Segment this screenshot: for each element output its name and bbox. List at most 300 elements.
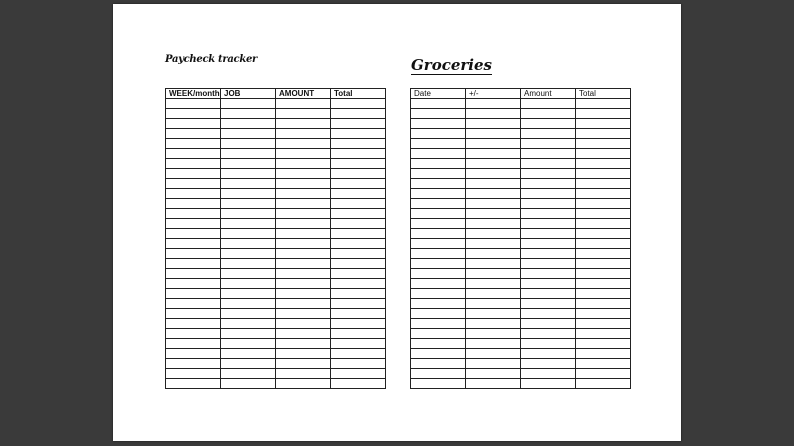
- table-cell: [166, 289, 221, 299]
- table-cell: [576, 349, 631, 359]
- table-cell: [466, 289, 521, 299]
- table-cell: [411, 349, 466, 359]
- table-cell: [576, 309, 631, 319]
- table-cell: [576, 319, 631, 329]
- table-cell: [521, 119, 576, 129]
- table-cell: [521, 139, 576, 149]
- table-cell: [576, 239, 631, 249]
- table-cell: [466, 299, 521, 309]
- table-cell: [276, 269, 331, 279]
- table-cell: [576, 109, 631, 119]
- table-cell: [331, 139, 386, 149]
- table-row: [166, 109, 386, 119]
- table-cell: [276, 339, 331, 349]
- table-row: [411, 199, 631, 209]
- table-row: [166, 339, 386, 349]
- table-row: [166, 369, 386, 379]
- table-cell: [331, 319, 386, 329]
- table-cell: [166, 309, 221, 319]
- table-cell: [221, 239, 276, 249]
- table-row: [166, 239, 386, 249]
- table-cell: [166, 179, 221, 189]
- table-cell: [166, 139, 221, 149]
- table-cell: [331, 149, 386, 159]
- table-cell: [331, 109, 386, 119]
- table-cell: [221, 379, 276, 389]
- table-cell: [331, 239, 386, 249]
- table-header-row: [411, 89, 631, 99]
- table-cell: [166, 169, 221, 179]
- table-row: [411, 219, 631, 229]
- table-row: [411, 239, 631, 249]
- table-cell: [576, 269, 631, 279]
- table-cell: [576, 329, 631, 339]
- table-row: [411, 309, 631, 319]
- table-cell: [331, 349, 386, 359]
- table-cell: [221, 289, 276, 299]
- table-cell: [276, 259, 331, 269]
- table-cell: [411, 129, 466, 139]
- table-cell: [411, 139, 466, 149]
- table-cell: [166, 219, 221, 229]
- table-cell: [521, 319, 576, 329]
- table-cell: [221, 259, 276, 269]
- table-cell: [221, 179, 276, 189]
- table-cell: [276, 169, 331, 179]
- table-cell: [576, 199, 631, 209]
- table-cell: [166, 339, 221, 349]
- column-header-date: Date: [411, 89, 466, 99]
- table-cell: [331, 179, 386, 189]
- table-row: [166, 219, 386, 229]
- table-row: [411, 279, 631, 289]
- table-cell: [221, 149, 276, 159]
- table-cell: [411, 319, 466, 329]
- table-cell: [331, 309, 386, 319]
- table-cell: [221, 109, 276, 119]
- table-cell: [576, 169, 631, 179]
- table-cell: [576, 149, 631, 159]
- table-cell: [466, 189, 521, 199]
- table-cell: [166, 239, 221, 249]
- table-cell: [466, 109, 521, 119]
- table-cell: [276, 319, 331, 329]
- table-cell: [521, 99, 576, 109]
- table-cell: [221, 329, 276, 339]
- table-row: [166, 159, 386, 169]
- table-cell: [466, 249, 521, 259]
- table-cell: [411, 229, 466, 239]
- table-cell: [576, 209, 631, 219]
- table-cell: [576, 99, 631, 109]
- table-cell: [221, 309, 276, 319]
- table-cell: [166, 199, 221, 209]
- table-cell: [221, 319, 276, 329]
- table-cell: [166, 99, 221, 109]
- table-cell: [331, 209, 386, 219]
- table-cell: [276, 359, 331, 369]
- table-cell: [166, 349, 221, 359]
- table-cell: [521, 149, 576, 159]
- table-cell: [166, 379, 221, 389]
- table-cell: [276, 299, 331, 309]
- table-cell: [576, 139, 631, 149]
- table-cell: [411, 209, 466, 219]
- table-cell: [466, 379, 521, 389]
- groceries-table: [410, 88, 631, 389]
- table-row: [411, 139, 631, 149]
- table-cell: [521, 349, 576, 359]
- table-cell: [576, 379, 631, 389]
- table-row: [411, 169, 631, 179]
- column-header-total: Total: [576, 89, 631, 99]
- table-cell: [276, 119, 331, 129]
- table-cell: [521, 329, 576, 339]
- column-header-job: JOB: [221, 89, 276, 99]
- table-cell: [411, 279, 466, 289]
- table-row: [411, 109, 631, 119]
- table-cell: [466, 99, 521, 109]
- table-cell: [221, 369, 276, 379]
- table-row: [411, 159, 631, 169]
- table-cell: [276, 139, 331, 149]
- table-cell: [521, 109, 576, 119]
- table-cell: [411, 249, 466, 259]
- table-cell: [221, 249, 276, 259]
- table-cell: [166, 359, 221, 369]
- column-header-amount: Amount: [521, 89, 576, 99]
- table-cell: [221, 359, 276, 369]
- table-cell: [411, 109, 466, 119]
- table-row: [166, 329, 386, 339]
- table-cell: [521, 279, 576, 289]
- table-cell: [221, 189, 276, 199]
- table-cell: [521, 259, 576, 269]
- table-cell: [411, 219, 466, 229]
- table-cell: [521, 239, 576, 249]
- table-cell: [576, 359, 631, 369]
- table-cell: [221, 199, 276, 209]
- table-cell: [521, 229, 576, 239]
- table-row: [411, 249, 631, 259]
- table-cell: [166, 209, 221, 219]
- table-cell: [276, 109, 331, 119]
- table-cell: [466, 369, 521, 379]
- table-cell: [331, 289, 386, 299]
- table-row: [411, 369, 631, 379]
- table-cell: [576, 189, 631, 199]
- table-cell: [276, 189, 331, 199]
- table-cell: [166, 319, 221, 329]
- table-cell: [521, 189, 576, 199]
- table-cell: [411, 329, 466, 339]
- table-row: [166, 99, 386, 109]
- table-header-row: [166, 89, 386, 99]
- table-cell: [276, 279, 331, 289]
- table-cell: [221, 169, 276, 179]
- table-cell: [521, 289, 576, 299]
- document-page: [113, 4, 681, 441]
- table-cell: [166, 259, 221, 269]
- table-cell: [221, 99, 276, 109]
- table-cell: [521, 309, 576, 319]
- table-cell: [411, 289, 466, 299]
- table-cell: [331, 299, 386, 309]
- table-cell: [331, 119, 386, 129]
- table-cell: [576, 159, 631, 169]
- table-cell: [276, 309, 331, 319]
- table-cell: [521, 209, 576, 219]
- table-row: [166, 279, 386, 289]
- table-cell: [331, 199, 386, 209]
- table-cell: [466, 139, 521, 149]
- table-cell: [466, 269, 521, 279]
- table-cell: [276, 229, 331, 239]
- table-cell: [276, 209, 331, 219]
- table-cell: [521, 269, 576, 279]
- table-cell: [466, 229, 521, 239]
- table-row: [166, 129, 386, 139]
- table-cell: [221, 229, 276, 239]
- table-cell: [521, 159, 576, 169]
- table-cell: [166, 279, 221, 289]
- table-cell: [276, 349, 331, 359]
- table-cell: [466, 279, 521, 289]
- column-header-week-month: WEEK/month: [166, 89, 221, 99]
- table-cell: [221, 349, 276, 359]
- table-cell: [221, 139, 276, 149]
- table-cell: [221, 219, 276, 229]
- table-row: [411, 189, 631, 199]
- table-cell: [466, 239, 521, 249]
- table-cell: [166, 249, 221, 259]
- table-cell: [331, 359, 386, 369]
- table-cell: [521, 299, 576, 309]
- table-cell: [331, 159, 386, 169]
- table-row: [411, 149, 631, 159]
- table-cell: [331, 99, 386, 109]
- paycheck-tracker-table: [165, 88, 386, 389]
- table-cell: [221, 209, 276, 219]
- table-row: [166, 319, 386, 329]
- table-cell: [221, 279, 276, 289]
- table-cell: [521, 359, 576, 369]
- table-cell: [331, 169, 386, 179]
- table-row: [166, 169, 386, 179]
- table-cell: [521, 339, 576, 349]
- table-cell: [576, 299, 631, 309]
- table-cell: [411, 199, 466, 209]
- table-cell: [276, 379, 331, 389]
- table-cell: [331, 279, 386, 289]
- table-row: [411, 349, 631, 359]
- table-row: [411, 229, 631, 239]
- table-cell: [576, 219, 631, 229]
- table-cell: [521, 179, 576, 189]
- table-cell: [466, 119, 521, 129]
- table-cell: [331, 339, 386, 349]
- table-cell: [576, 229, 631, 239]
- table-cell: [166, 269, 221, 279]
- table-cell: [411, 259, 466, 269]
- table-cell: [221, 269, 276, 279]
- table-cell: [466, 349, 521, 359]
- table-cell: [276, 239, 331, 249]
- table-cell: [166, 369, 221, 379]
- table-cell: [276, 129, 331, 139]
- table-row: [166, 199, 386, 209]
- table-cell: [331, 129, 386, 139]
- table-cell: [466, 359, 521, 369]
- table-cell: [576, 179, 631, 189]
- table-row: [411, 289, 631, 299]
- table-cell: [411, 379, 466, 389]
- table-cell: [276, 369, 331, 379]
- table-cell: [576, 369, 631, 379]
- table-cell: [411, 359, 466, 369]
- table-cell: [331, 249, 386, 259]
- table-row: [166, 209, 386, 219]
- table-row: [166, 139, 386, 149]
- table-row: [166, 179, 386, 189]
- column-header-amount: AMOUNT: [276, 89, 331, 99]
- table-cell: [166, 149, 221, 159]
- table-cell: [166, 109, 221, 119]
- table-row: [411, 379, 631, 389]
- table-row: [411, 329, 631, 339]
- table-cell: [276, 99, 331, 109]
- table-cell: [166, 119, 221, 129]
- table-row: [166, 229, 386, 239]
- table-cell: [276, 149, 331, 159]
- table-cell: [411, 159, 466, 169]
- table-cell: [276, 199, 331, 209]
- table-cell: [166, 159, 221, 169]
- table-cell: [166, 229, 221, 239]
- table-row: [166, 249, 386, 259]
- table-row: [411, 179, 631, 189]
- table-cell: [466, 219, 521, 229]
- table-row: [411, 269, 631, 279]
- table-row: [166, 359, 386, 369]
- table-row: [411, 119, 631, 129]
- table-row: [411, 339, 631, 349]
- table-cell: [466, 339, 521, 349]
- table-row: [166, 349, 386, 359]
- table-cell: [221, 129, 276, 139]
- table-cell: [466, 199, 521, 209]
- table-cell: [276, 159, 331, 169]
- table-cell: [466, 259, 521, 269]
- table-cell: [221, 339, 276, 349]
- table-cell: [576, 339, 631, 349]
- table-row: [166, 289, 386, 299]
- table-cell: [331, 329, 386, 339]
- table-cell: [221, 159, 276, 169]
- table-cell: [521, 249, 576, 259]
- table-row: [411, 209, 631, 219]
- table-cell: [576, 289, 631, 299]
- table-row: [411, 259, 631, 269]
- table-row: [411, 99, 631, 109]
- table-cell: [576, 129, 631, 139]
- table-row: [166, 119, 386, 129]
- table-cell: [331, 259, 386, 269]
- table-cell: [466, 319, 521, 329]
- paycheck-tracker-title: Paycheck tracker: [165, 54, 257, 65]
- table-cell: [166, 129, 221, 139]
- table-cell: [521, 199, 576, 209]
- table-cell: [331, 229, 386, 239]
- table-cell: [276, 219, 331, 229]
- table-cell: [521, 219, 576, 229]
- column-header-total: Total: [331, 89, 386, 99]
- table-cell: [576, 249, 631, 259]
- table-cell: [411, 119, 466, 129]
- table-row: [166, 299, 386, 309]
- table-cell: [411, 299, 466, 309]
- table-cell: [276, 289, 331, 299]
- table-cell: [331, 269, 386, 279]
- table-cell: [166, 299, 221, 309]
- table-cell: [276, 179, 331, 189]
- table-cell: [521, 129, 576, 139]
- table-cell: [411, 179, 466, 189]
- table-row: [166, 309, 386, 319]
- table-cell: [466, 309, 521, 319]
- table-cell: [221, 299, 276, 309]
- table-cell: [466, 149, 521, 159]
- table-cell: [411, 269, 466, 279]
- table-cell: [411, 169, 466, 179]
- table-cell: [331, 369, 386, 379]
- table-cell: [466, 179, 521, 189]
- table-cell: [466, 209, 521, 219]
- table-row: [166, 259, 386, 269]
- table-row: [166, 189, 386, 199]
- table-cell: [411, 99, 466, 109]
- table-cell: [411, 339, 466, 349]
- table-cell: [466, 159, 521, 169]
- table-cell: [331, 219, 386, 229]
- table-cell: [411, 309, 466, 319]
- table-row: [166, 269, 386, 279]
- table-cell: [276, 249, 331, 259]
- table-cell: [166, 329, 221, 339]
- table-row: [411, 129, 631, 139]
- table-cell: [166, 189, 221, 199]
- table-cell: [331, 189, 386, 199]
- table-row: [411, 319, 631, 329]
- table-cell: [331, 379, 386, 389]
- table-cell: [466, 129, 521, 139]
- table-cell: [576, 279, 631, 289]
- table-cell: [576, 119, 631, 129]
- table-cell: [411, 369, 466, 379]
- table-cell: [576, 259, 631, 269]
- table-cell: [521, 379, 576, 389]
- table-row: [166, 379, 386, 389]
- table-cell: [466, 169, 521, 179]
- table-cell: [411, 239, 466, 249]
- table-cell: [276, 329, 331, 339]
- table-cell: [521, 369, 576, 379]
- table-cell: [521, 169, 576, 179]
- groceries-title: Groceries: [411, 56, 492, 74]
- table-row: [411, 299, 631, 309]
- table-cell: [466, 329, 521, 339]
- table-row: [166, 149, 386, 159]
